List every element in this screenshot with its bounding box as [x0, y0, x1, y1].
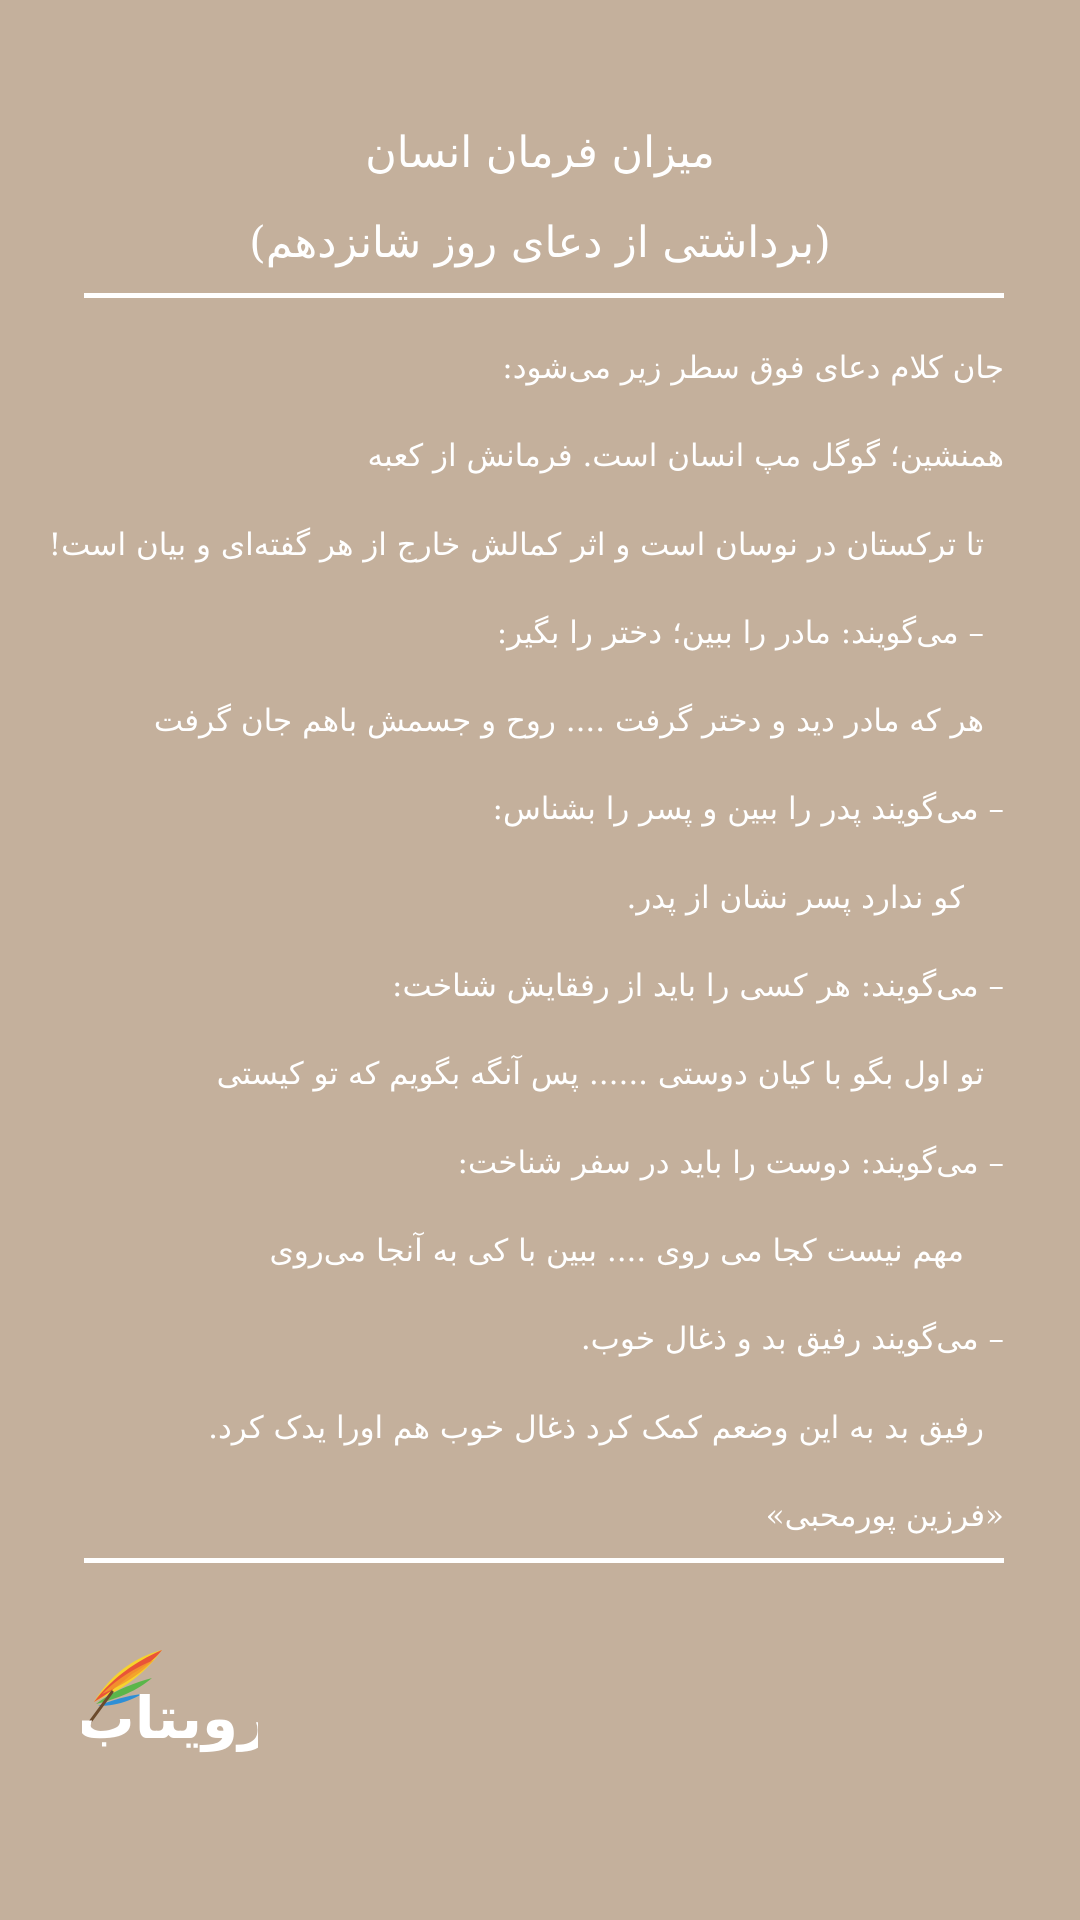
body-line-10: – می‌گویند: دوست را باید در سفر شناخت:	[457, 1144, 1004, 1181]
title-line-2: (برداشتی از دعای روز شانزدهم)	[249, 218, 831, 268]
body-line-11: مهم نیست کجا می روی .... ببین با کی به آنجا می‌روی	[269, 1232, 964, 1269]
body-line-2: همنشین؛ گوگل مپ انسان است. فرمانش از کعبه	[367, 438, 1004, 475]
body-line-3: تا ترکستان در نوسان است و اثر کمالش خارج از هر گفته‌ای و بیان است!	[48, 526, 984, 563]
body-line-8: – می‌گویند: هر کسی را باید از رفقایش شناخت:	[392, 968, 1004, 1005]
roytab-logo	[82, 1640, 258, 1760]
bottom-divider	[84, 1558, 1004, 1563]
body-line-5: هر که مادر دید و دختر گرفت .... روح و جسمش باهم جان گرفت	[153, 703, 984, 740]
body-line-12: – می‌گویند رفیق بد و ذغال خوب.	[580, 1321, 1004, 1358]
body-line-9: تو اول بگو با کیان دوستی ...... پس آنگه بگویم که تو کیستی	[216, 1056, 984, 1093]
body-line-7: کو ندارد پسر نشان از پدر.	[626, 879, 964, 916]
body-line-4: – می‌گویند: مادر را ببین؛ دختر را بگیر:	[496, 614, 984, 651]
title-line-1: میزان فرمان انسان	[365, 128, 715, 178]
top-divider	[84, 293, 1004, 298]
body-line-6: – می‌گویند پدر را ببین و پسر را بشناس:	[492, 791, 1004, 828]
title-block	[0, 108, 1080, 288]
svg-text:رویتاب: رویتاب	[82, 1684, 258, 1752]
body-line-1: جان کلام دعای فوق سطر زیر می‌شود:	[502, 350, 1004, 386]
body-line-13: رفیق بد به این وضعم کمک کرد ذغال خوب هم اورا یدک کرد.	[208, 1409, 984, 1446]
author-signature: «فرزین پورمحبی»	[765, 1497, 1004, 1534]
text-body	[48, 324, 1004, 1560]
